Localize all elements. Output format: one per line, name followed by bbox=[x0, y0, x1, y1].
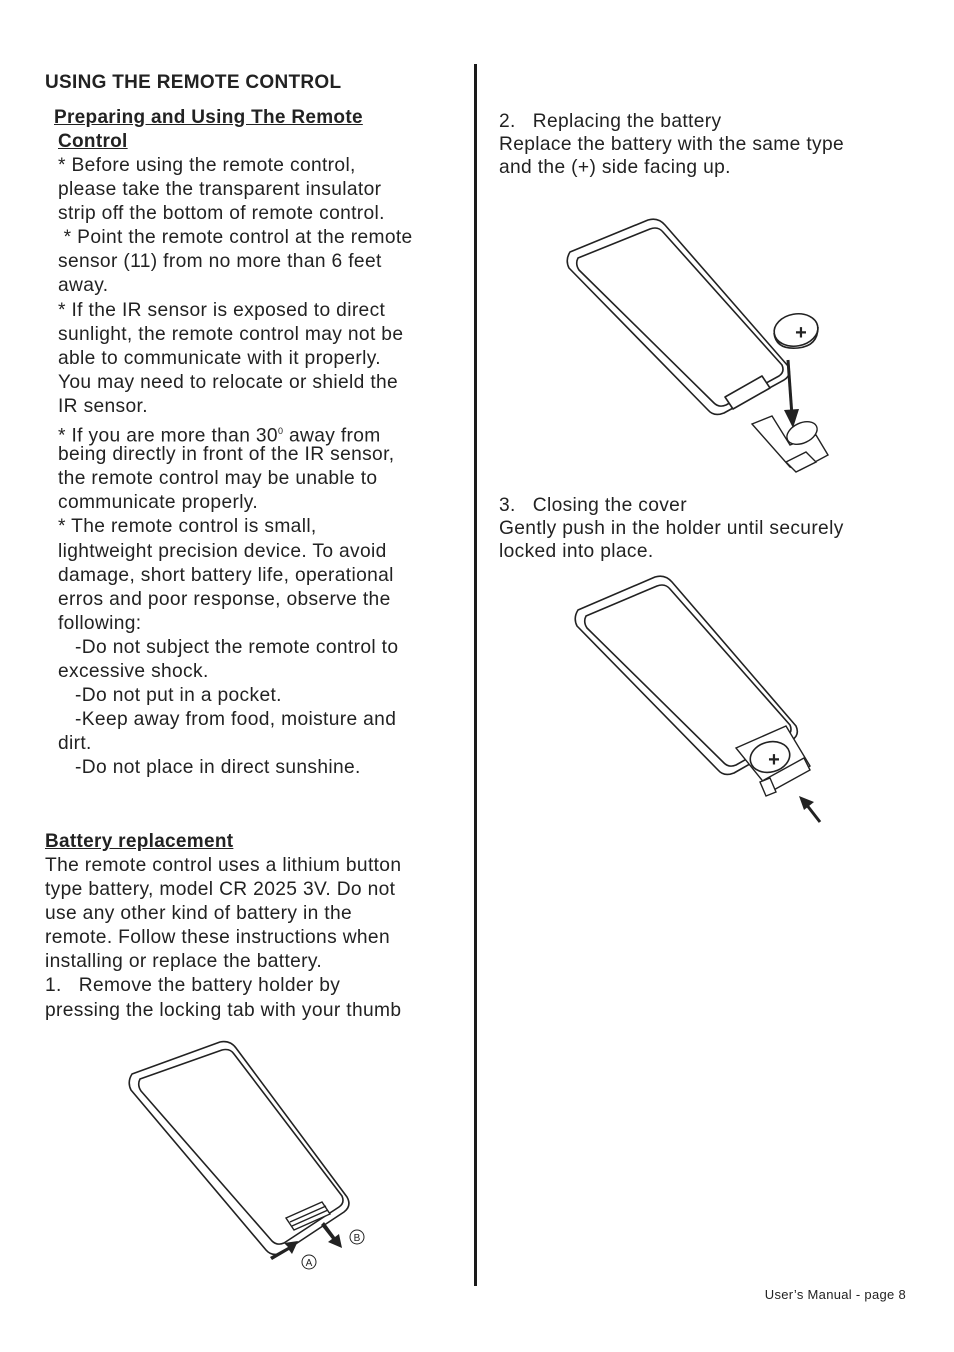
text-line: communicate properly. bbox=[58, 492, 259, 514]
text-line: -Do not put in a pocket. bbox=[58, 685, 282, 707]
step3-heading: 3. Closing the cover bbox=[499, 495, 687, 516]
text-line: 1. Remove the battery holder by bbox=[45, 975, 341, 997]
text-line: * Point the remote control at the remote bbox=[58, 227, 413, 249]
text-line: Replace the battery with the same type bbox=[499, 134, 844, 155]
text-line: please take the transparent insulator bbox=[58, 179, 382, 201]
text-line: erros and poor response, observe the bbox=[58, 588, 391, 610]
text-line: * If the IR sensor is exposed to direct bbox=[58, 299, 386, 321]
text-line: Gently push in the holder until securely bbox=[499, 518, 844, 539]
text-line: type battery, model CR 2025 3V. Do not bbox=[45, 879, 396, 901]
text-line: installing or replace the battery. bbox=[45, 951, 323, 973]
text-line: dirt. bbox=[58, 733, 92, 755]
plus-sign-3: + bbox=[768, 749, 780, 771]
label-b: B bbox=[353, 1233, 361, 1244]
text-line: locked into place. bbox=[499, 541, 654, 562]
section-heading-line-1: Preparing and Using The Remote bbox=[54, 107, 363, 128]
text-line: * Before using the remote control, bbox=[58, 155, 356, 176]
label-a: A bbox=[305, 1258, 313, 1269]
text-line: The remote control uses a lithium button bbox=[45, 855, 402, 876]
text-line: following: bbox=[58, 612, 142, 634]
text-line: excessive shock. bbox=[58, 660, 209, 682]
plus-sign-2: + bbox=[795, 322, 807, 344]
angle-text-before: * If you are more than 30 bbox=[58, 425, 278, 447]
arrow-up-left-icon bbox=[799, 796, 820, 822]
text-line: -Do not subject the remote control to bbox=[58, 636, 399, 658]
text-line: being directly in front of the IR sensor, bbox=[58, 444, 395, 466]
text-line: the remote control may be unable to bbox=[58, 468, 378, 490]
text-line: -Keep away from food, moisture and bbox=[58, 709, 397, 731]
text-line: and the (+) side facing up. bbox=[499, 157, 731, 178]
text-line: * The remote control is small, bbox=[58, 516, 317, 538]
text-line: able to communicate with it properly. bbox=[58, 347, 381, 369]
text-line: remote. Follow these instructions when bbox=[45, 927, 390, 949]
text-line: sensor (11) from no more than 6 feet bbox=[58, 251, 382, 273]
text-line: IR sensor. bbox=[58, 395, 148, 417]
text-line: use any other kind of battery in the bbox=[45, 903, 352, 925]
step2-heading: 2. Replacing the battery bbox=[499, 111, 722, 132]
text-line: strip off the bottom of remote control. bbox=[58, 203, 385, 225]
text-line: pressing the locking tab with your thumb bbox=[45, 999, 402, 1021]
text-line: away. bbox=[58, 275, 109, 297]
text-line: -Do not place in direct sunshine. bbox=[58, 757, 361, 779]
text-line: lightweight precision device. To avoid bbox=[58, 540, 387, 562]
degree-superscript: 0 bbox=[277, 426, 284, 437]
page-footer: User’s Manual - page 8 bbox=[764, 1287, 906, 1302]
battery-heading: Battery replacement bbox=[45, 831, 234, 852]
text-line: sunlight, the remote control may not be bbox=[58, 323, 404, 345]
page-title: USING THE REMOTE CONTROL bbox=[45, 72, 342, 93]
section-heading-line-2: Control bbox=[58, 131, 128, 153]
angle-text-after: away from bbox=[283, 425, 381, 447]
text-line: damage, short battery life, operational bbox=[58, 564, 394, 586]
text-line: You may need to relocate or shield the bbox=[58, 371, 399, 393]
